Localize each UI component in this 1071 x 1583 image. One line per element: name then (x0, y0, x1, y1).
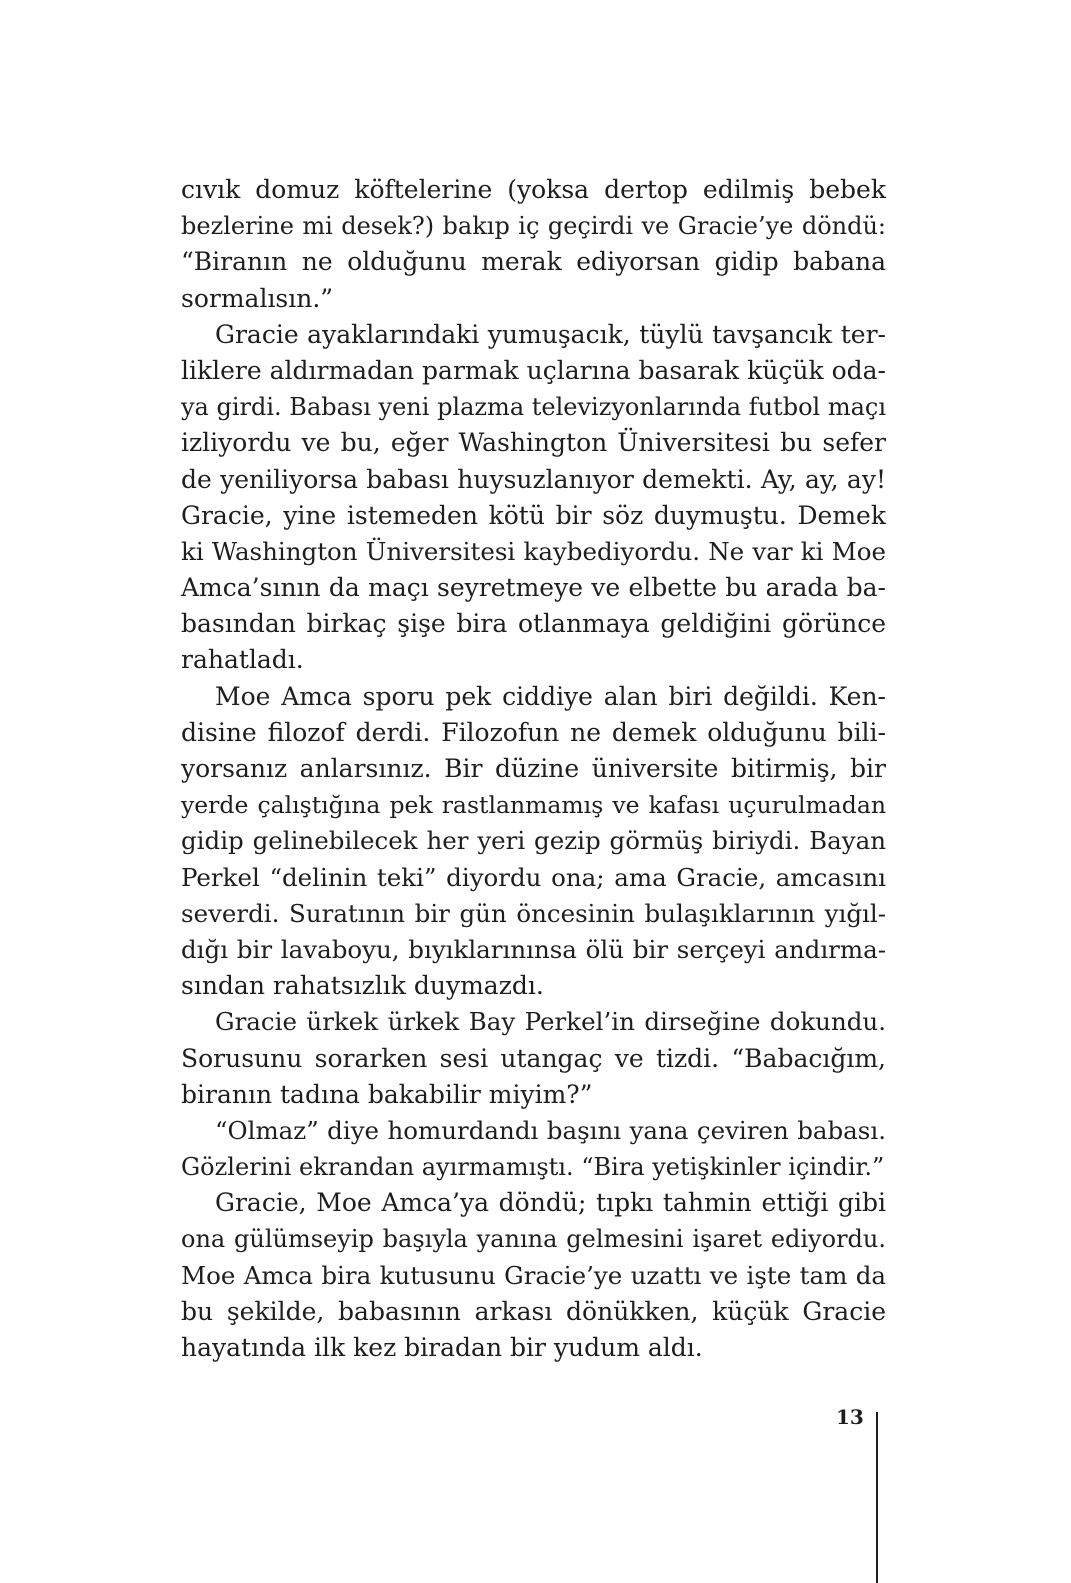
text-line: cıvık domuz köftelerine (yoksa dertop edilmiş bebek (181, 175, 886, 204)
text-line: Moe Amca bira kutusunu Gracie’ye uzattı ve işte tam da (181, 1260, 886, 1290)
text-line: Perkel “delinin teki” diyordu ona; ama Gracie, amcasını (181, 862, 886, 892)
text-line: Sorusunu sorarken sesi utangaç ve tizdi. “Babacığım, (181, 1043, 886, 1073)
text-line: “Olmaz” diye homurdandı başını yana çeviren babası. (215, 1115, 886, 1145)
text-line: disine filozof derdi. Filozofun ne demek olduğunu bili- (181, 717, 886, 747)
text-line: ona gülümseyip başıyla yanına gelmesini işaret ediyordu. (181, 1225, 886, 1254)
text-line: biranın tadına bakabilir miyim?” (181, 1079, 593, 1109)
text-line: de yeniliyorsa babası huysuzlanıyor demekti. Ay, ay, ay! (181, 464, 886, 494)
text-line: liklere aldırmadan parmak uçlarına basarak küçük oda- (181, 355, 886, 385)
text-line: bu şekilde, babasının arkası dönükken, küçük Gracie (181, 1296, 886, 1326)
text-line: Gracie, yine istemeden kötü bir söz duymuştu. Demek (181, 500, 886, 530)
text-line: sormalısın.” (181, 283, 334, 313)
text-line: “Biranın ne olduğunu merak ediyorsan gidip babana (181, 247, 886, 277)
text-line: Gözlerini ekrandan ayırmamıştı. “Bira yetişkinler içindir.” (181, 1153, 885, 1182)
margin-rule (876, 1412, 878, 1583)
text-line: Moe Amca sporu pek ciddiye alan biri değildi. Ken- (215, 681, 886, 711)
text-line: severdi. Suratının bir gün öncesinin bulaşıklarının yığıl- (181, 898, 886, 928)
text-line: yorsanız anlarsınız. Bir düzine üniversite bitirmiş, bir (181, 754, 886, 783)
text-line: Gracie ürkek ürkek Bay Perkel’in dirseğine dokundu. (215, 1007, 886, 1037)
body-text (181, 172, 886, 1366)
text-line: basından birkaç şişe bira otlanmaya geldiğini görünce (181, 609, 886, 639)
text-line: sından rahatsızlık duymazdı. (181, 971, 544, 1001)
page-number: 13 (836, 1405, 864, 1429)
text-line: rahatladı. (181, 645, 304, 675)
text-line: ki Washington Üniversitesi kaybediyordu. Ne var ki Moe (181, 536, 886, 566)
text-line: Amca’sının da maçı seyretmeye ve elbette bu arada ba- (181, 573, 886, 603)
text-line: izliyordu ve bu, eğer Washington Üniversitesi bu sefer (181, 428, 886, 458)
text-line: bezlerine mi desek?) bakıp iç geçirdi ve Gracie’ye döndü: (181, 212, 886, 241)
text-line: yerde çalıştığına pek rastlanmamış ve kafası uçurulmadan (181, 791, 886, 820)
text-line: ya girdi. Babası yeni plazma televizyonlarında futbol maçı (181, 393, 886, 422)
text-line: dığı bir lavaboyu, bıyıklarınınsa ölü bir serçeyi andırma- (181, 934, 886, 964)
text-line: Gracie ayaklarındaki yumuşacık, tüylü tavşancık ter- (215, 319, 886, 349)
text-line: hayatında ilk kez biradan bir yudum aldı. (181, 1333, 703, 1362)
text-line: gidip gelinebilecek her yeri gezip görmüş biriydi. Bayan (181, 826, 886, 856)
text-line: Gracie, Moe Amca’ya döndü; tıpkı tahmin ettiği gibi (215, 1188, 886, 1218)
